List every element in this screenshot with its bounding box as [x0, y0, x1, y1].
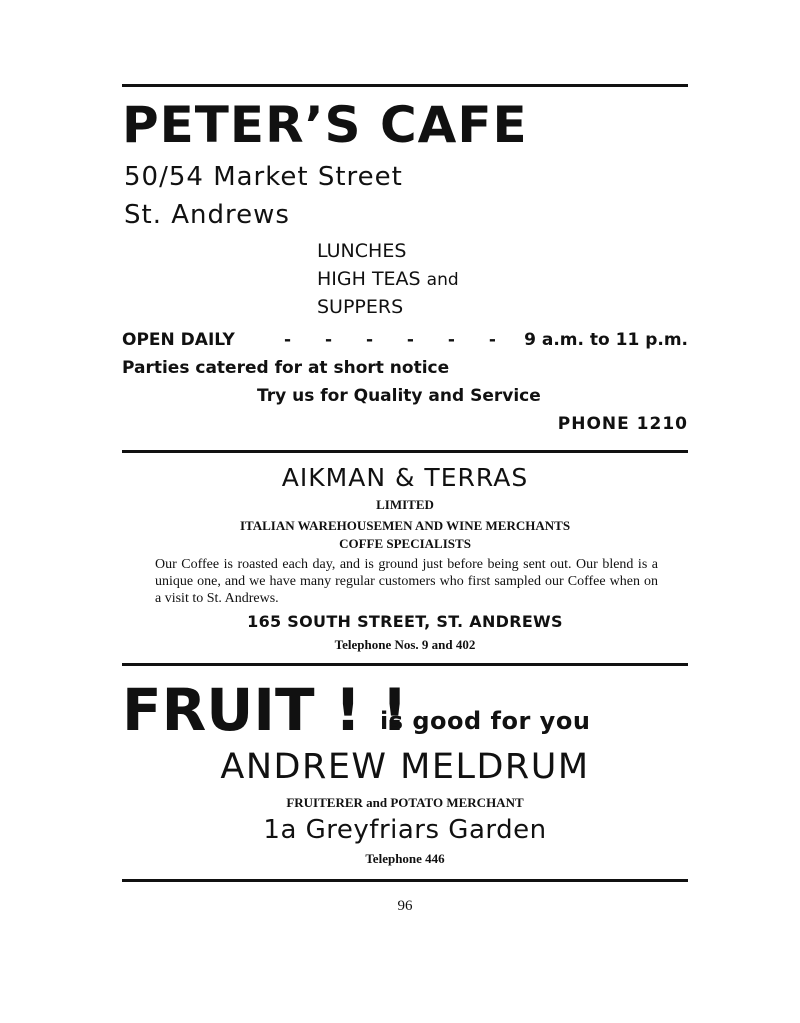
aikman-address: 165 SOUTH STREET, ST. ANDREWS: [247, 612, 563, 631]
opening-hours: 9 a.m. to 11 p.m.: [524, 330, 688, 350]
meldrum-name: ANDREW MELDRUM: [220, 747, 590, 787]
bottom-divider: [122, 879, 688, 882]
aikman-trade: ITALIAN WAREHOUSEMEN AND WINE MERCHANTS: [239, 518, 571, 533]
aikman-description: Our Coffee is roasted each day, and is ground just before being sent out. Our blend is a unique one, and we have many regular customers who first sampled our Coffee when on a visit to St. Andrews.: [155, 557, 658, 606]
aikman-title: AIKMAN & TERRAS: [281, 463, 529, 492]
parties-catered: Parties catered for at short notice: [122, 358, 450, 378]
cafe-address-town: St. Andrews: [124, 200, 290, 230]
open-daily-label: OPEN DAILY: [122, 330, 235, 350]
aikman-coffee-specialists: COFFE SPECIALISTS: [339, 536, 471, 551]
quality-slogan: Try us for Quality and Service: [257, 386, 541, 406]
aikman-limited: LIMITED: [376, 497, 434, 512]
meldrum-address: 1a Greyfriars Garden: [263, 815, 547, 845]
cafe-address-street: 50/54 Market Street: [124, 162, 403, 192]
divider-1: [122, 450, 688, 453]
page-number: 96: [397, 898, 413, 914]
top-divider: [122, 84, 688, 87]
meldrum-trade: FRUITERER and POTATO MERCHANT: [286, 795, 524, 810]
dash-leader: - - - - - -: [284, 330, 496, 350]
menu-lunches: LUNCHES: [317, 240, 407, 262]
divider-2: [122, 663, 688, 666]
menu-and: and: [426, 270, 459, 290]
meldrum-telephone: Telephone 446: [365, 851, 445, 866]
cafe-title: PETER’S CAFE: [122, 96, 528, 154]
menu-suppers: SUPPERS: [317, 296, 404, 318]
aikman-telephone: Telephone Nos. 9 and 402: [334, 637, 476, 652]
fruit-tagline: is good for you: [380, 707, 591, 735]
menu-high-teas: [317, 268, 459, 290]
menu-high-teas-label: HIGH TEAS: [317, 268, 421, 290]
fruit-headline: FRUIT ! !: [122, 676, 408, 744]
cafe-phone: PHONE 1210: [557, 414, 688, 434]
